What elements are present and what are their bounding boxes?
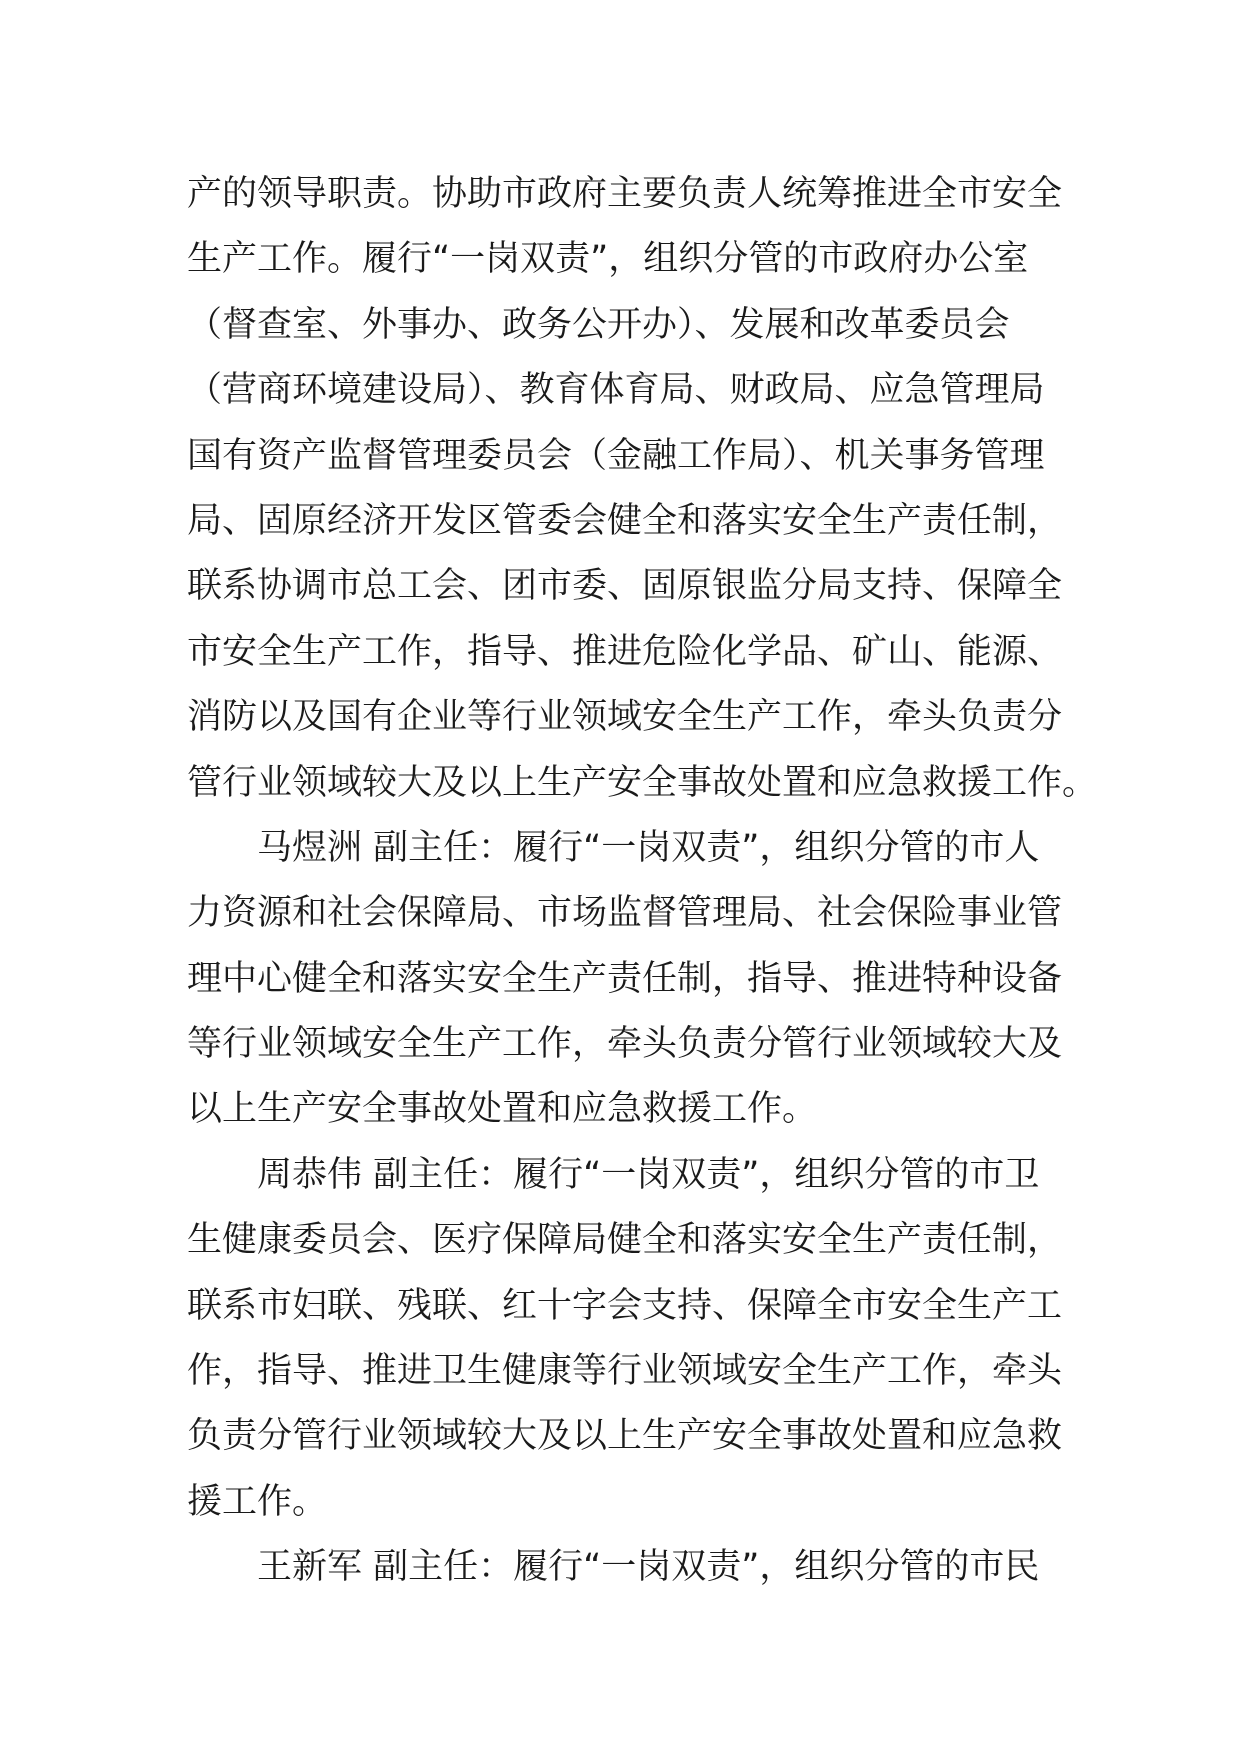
text-line: （营商环境建设局）、教育体育局、财政局、应急管理局	[187, 370, 1045, 411]
text-line: 生健康委员会、医疗保障局健全和落实安全生产责任制，	[187, 1220, 1063, 1261]
text-line: 消防以及国有企业等行业领域安全生产工作，牵头负责分	[187, 697, 1063, 738]
body-text	[187, 162, 1098, 1601]
text-line: 理中心健全和落实安全生产责任制，指导、推进特种设备	[187, 958, 1063, 999]
text-line: 以上生产安全事故处置和应急救援工作。	[187, 1089, 818, 1130]
text-line: 援工作。	[187, 1481, 328, 1522]
text-line: 局、固原经济开发区管委会健全和落实安全生产责任制，	[187, 500, 1063, 541]
text-line: 管行业领域较大及以上生产安全事故处置和应急救援工作。	[187, 762, 1098, 803]
paragraph-start-line: 周恭伟 副主任：履行“一岗双责”，组织分管的市卫	[187, 1154, 1040, 1195]
paragraph-start-line: 王新军 副主任：履行“一岗双责”，组织分管的市民	[187, 1547, 1040, 1588]
text-line: 力资源和社会保障局、市场监督管理局、社会保险事业管	[187, 893, 1063, 934]
text-line: 等行业领域安全生产工作，牵头负责分管行业领域较大及	[187, 1024, 1063, 1065]
text-line: 国有资产监督管理委员会（金融工作局）、机关事务管理	[187, 435, 1045, 476]
text-line: 联系协调市总工会、团市委、固原银监分局支持、保障全	[187, 566, 1063, 607]
text-line: 生产工作。履行“一岗双责”，组织分管的市政府办公室	[187, 239, 1029, 280]
text-line: 市安全生产工作，指导、推进危险化学品、矿山、能源、	[187, 631, 1063, 672]
text-line: （督查室、外事办、政务公开办）、发展和改革委员会	[187, 304, 1010, 345]
paragraph-start-line: 马煜洲 副主任：履行“一岗双责”，组织分管的市人	[187, 827, 1040, 868]
text-line: 产的领导职责。协助市政府主要负责人统筹推进全市安全	[187, 174, 1063, 214]
text-line: 联系市妇联、残联、红十字会支持、保障全市安全生产工	[187, 1285, 1063, 1326]
text-line: 作，指导、推进卫生健康等行业领域安全生产工作，牵头	[187, 1351, 1063, 1392]
text-line: 负责分管行业领域较大及以上生产安全事故处置和应急救	[187, 1416, 1063, 1457]
